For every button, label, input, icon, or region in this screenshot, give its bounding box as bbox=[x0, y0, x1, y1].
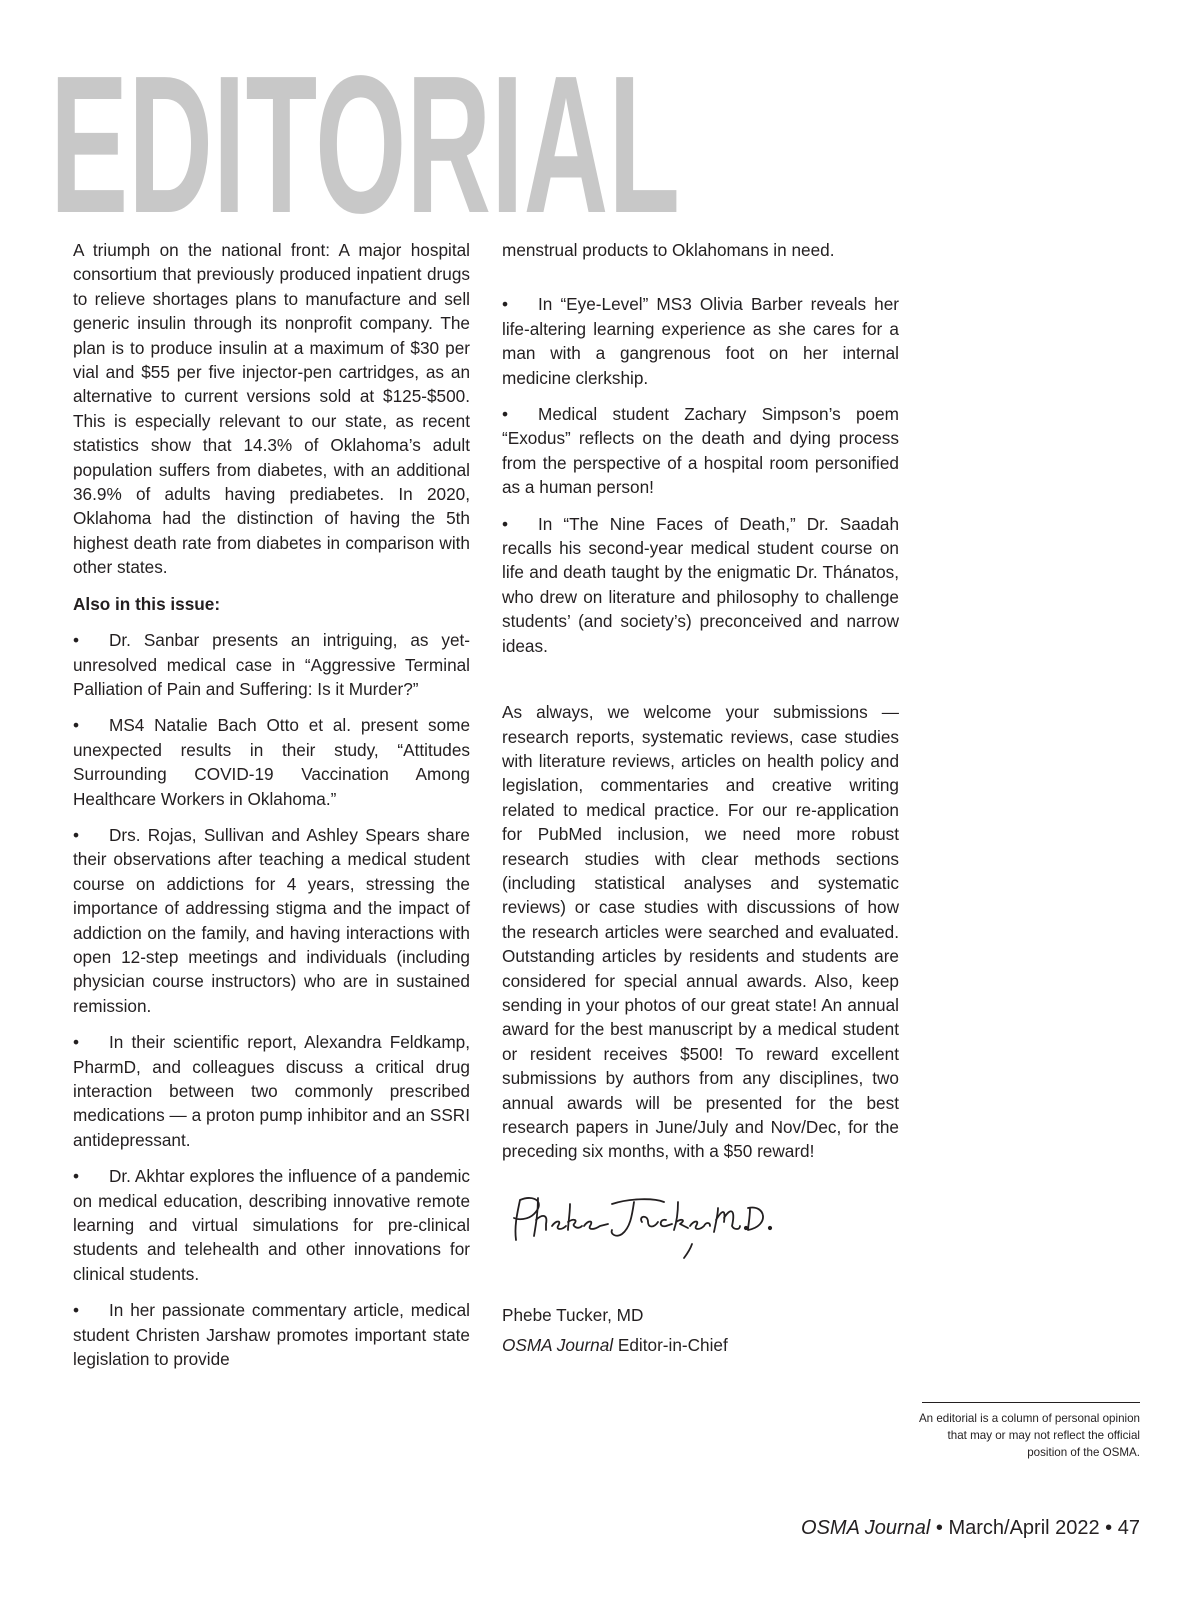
footer-issue-page: • March/April 2022 • 47 bbox=[930, 1517, 1140, 1539]
bullet-continuation: menstrual products to Oklahomans in need. bbox=[502, 240, 835, 260]
signer-name: Phebe Tucker, MD bbox=[502, 1304, 644, 1325]
bullet-text: In “Eye-Level” MS3 Olivia Barber reveals her life-altering learning experience as she cares for a man with a gangrenous foot on her internal medicine clerkship. bbox=[502, 294, 899, 388]
bullet-marker: • bbox=[502, 513, 509, 534]
bullet-item bbox=[73, 628, 470, 701]
bullet-marker: • bbox=[73, 1300, 80, 1321]
footer-journal: OSMA Journal bbox=[801, 1517, 931, 1539]
signer-title bbox=[502, 1330, 899, 1360]
bullet-marker: • bbox=[73, 1032, 80, 1053]
editorial-disclaimer: An editorial is a column of personal opinion that may or may not reflect the official position of the OSMA. bbox=[918, 1412, 1140, 1459]
bullet-item bbox=[502, 292, 899, 390]
closing-paragraph: As always, we welcome your submissions — research reports, systematic reviews, case studies with literature reviews, articles on health policy and legislation, commentaries and creative writing related to medical practice. For our re-application for PubMed inclusion, we need more robust research studies with clear methods sections (including statistical analyses and systematic reviews) or case studies with discussions of how the research articles were searched and evaluated. Outstanding articles by residents and students are considered for special annual awards. Also, keep sending in your photos of our great state! An annual award for the best manuscript by a medical student or resident receives $500! To reward excellent submissions by authors from any disciplines, two annual awards will be presented for the best research papers in June/July and Nov/Dec, for the preceding six months, with a $50 reward! bbox=[502, 702, 899, 1162]
signer-journal: OSMA Journal bbox=[502, 1334, 614, 1355]
bullet-text: In their scientific report, Alexandra Feldkamp, PharmD, and colleagues discuss a critical drug interaction between two commonly prescribed medications — a proton pump inhibitor and an SSRI antidepressant. bbox=[73, 1032, 470, 1150]
bullet-text: MS4 Natalie Bach Otto et al. present some unexpected results in their study, “Attitudes Surrounding COVID-19 Vaccination Among Healthcare Workers in Oklahoma.” bbox=[73, 715, 470, 809]
footnote-divider bbox=[922, 1402, 1140, 1403]
bullet-marker: • bbox=[73, 630, 80, 651]
masthead-title: EDITORIAL bbox=[50, 60, 680, 218]
signer-block bbox=[502, 1300, 899, 1360]
bullet-item bbox=[73, 823, 470, 1018]
right-column bbox=[502, 238, 899, 1360]
handwritten-signature bbox=[504, 1190, 774, 1270]
bullet-item bbox=[73, 713, 470, 811]
bullet-marker: • bbox=[502, 404, 509, 425]
bullet-item bbox=[502, 512, 899, 658]
bullet-text: Medical student Zachary Simpson’s poem “Exodus” reflects on the death and dying process from the perspective of a hospital room personified as a human person! bbox=[502, 404, 899, 498]
page-footer bbox=[801, 1515, 1140, 1541]
bullet-item bbox=[502, 402, 899, 500]
bullet-text: Dr. Sanbar presents an intriguing, as yet-unresolved medical case in “Aggressive Terminal Palliation of Pain and Suffering: Is it Murder?” bbox=[73, 630, 470, 699]
also-in-this-issue-heading: Also in this issue: bbox=[73, 593, 221, 614]
signer-role: Editor-in-Chief bbox=[613, 1334, 728, 1355]
editorial-masthead bbox=[50, 60, 680, 218]
left-column bbox=[73, 238, 470, 1383]
bullet-marker: • bbox=[73, 1166, 80, 1187]
bullet-item bbox=[73, 1164, 470, 1286]
bullet-item bbox=[73, 1030, 470, 1152]
bullet-marker: • bbox=[73, 824, 80, 845]
bullet-marker: • bbox=[502, 294, 509, 315]
bullet-text: Dr. Akhtar explores the influence of a pandemic on medical education, describing innovative remote learning and virtual simulations for pre-clinical students and telehealth and other innovations for clinical students. bbox=[73, 1166, 470, 1284]
bullet-item bbox=[73, 1298, 470, 1371]
bullet-marker: • bbox=[73, 715, 80, 736]
bullet-text: In “The Nine Faces of Death,” Dr. Saadah recalls his second-year medical student course on life and death taught by the enigmatic Dr. Thánatos, who drew on literature and philosophy to challenge students’ (and society’s) preconceived and narrow ideas. bbox=[502, 513, 899, 656]
bullet-text: In her passionate commentary article, medical student Christen Jarshaw promotes important state legislation to provide bbox=[73, 1300, 470, 1370]
bullet-text: Drs. Rojas, Sullivan and Ashley Spears share their observations after teaching a medical student course on addictions for 4 years, stressing the importance of addressing stigma and the impact of addiction on the family, and having interactions with open 12-step meetings and individuals (including physician course instructors) who are in sustained remission. bbox=[73, 824, 470, 1016]
intro-paragraph: A triumph on the national front: A major hospital consortium that previously produced inpatient drugs to relieve shortages plans to manufacture and sell generic insulin through its nonprofit company. The plan is to produce insulin at a maximum of $30 per vial and $55 per five injector-pen cartridges, as an alternative to current versions sold at $125-$500. This is especially relevant to our state, as recent statistics show that 14.3% of Oklahoma’s adult population suffers from diabetes, with an additional 36.9% of adults having prediabetes. In 2020, Oklahoma had the distinction of having the 5th highest death rate from diabetes in comparison with other states. bbox=[73, 240, 470, 578]
